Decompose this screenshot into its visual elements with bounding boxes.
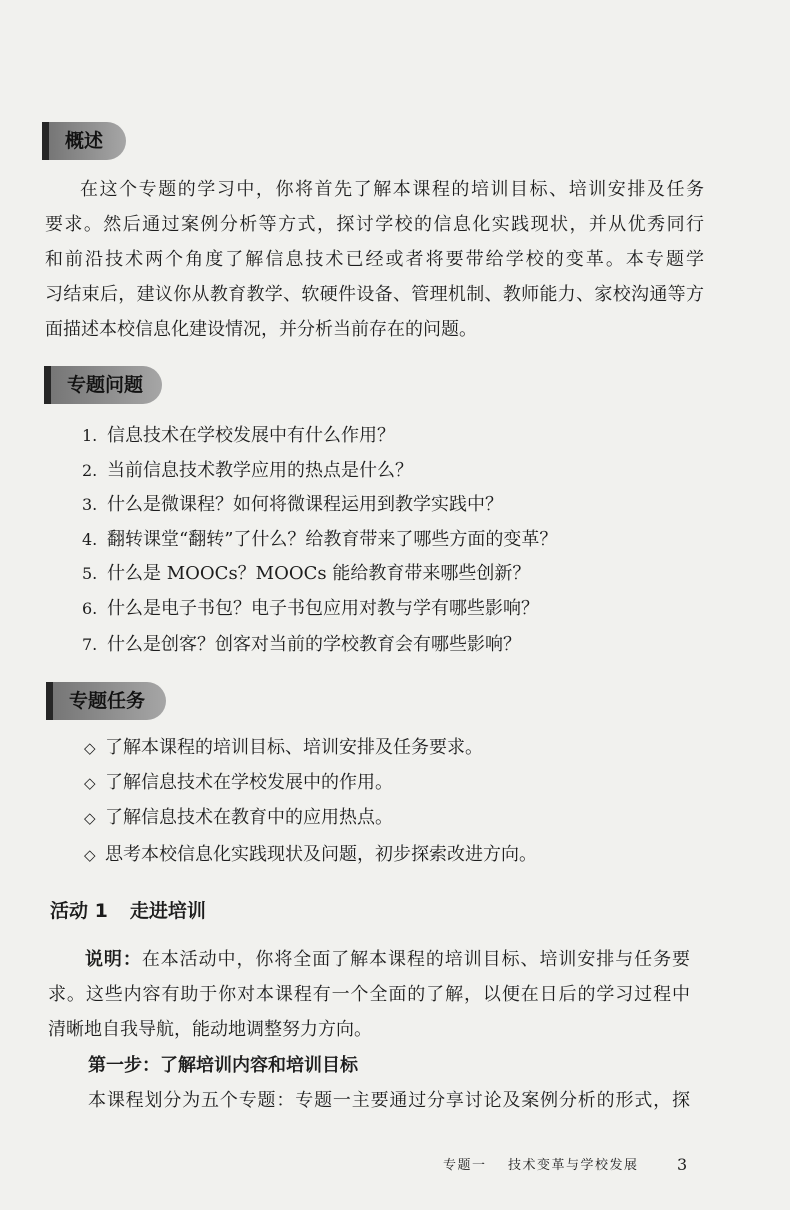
page-number: 3	[677, 1155, 688, 1174]
task-item	[84, 806, 393, 830]
question-text: 当前信息技术教学应用的热点是什么？	[107, 460, 413, 481]
activity-heading	[50, 899, 206, 923]
question-number: 2.	[82, 461, 98, 480]
question-item	[82, 424, 395, 448]
question-item	[82, 562, 530, 586]
overview-line: 面描述本校信息化建设情况，并分析当前存在的问题。	[45, 319, 477, 340]
question-text: 信息技术在学校发展中有什么作用？	[107, 425, 395, 446]
task-item	[84, 843, 537, 867]
activity-title: 走进培训	[129, 900, 206, 922]
question-number: 7.	[82, 635, 98, 654]
question-number: 4.	[82, 530, 98, 549]
section-heading-overview: 概述	[65, 130, 104, 152]
question-text: 什么是 MOOCs？MOOCs 能给教育带来哪些创新？	[107, 563, 531, 584]
task-text: 了解本课程的培训目标、培训安排及任务要求。	[105, 737, 483, 758]
question-text: 什么是微课程？如何将微课程运用到教学实践中？	[107, 494, 503, 515]
task-text: 了解信息技术在学校发展中的作用。	[105, 772, 393, 793]
question-text: 翻转课堂“翻转”了什么？给教育带来了哪些方面的变革？	[107, 529, 558, 550]
activity-label: 活动 1	[50, 900, 108, 922]
question-item	[82, 597, 539, 621]
overview-line: 和前沿技术两个角度了解信息技术已经或者将要带给学校的变革。本专题学	[45, 249, 704, 270]
overview-line: 要求。然后通过案例分析等方式，探讨学校的信息化实践现状，并从优秀同行	[45, 214, 704, 235]
question-text: 什么是创客？创客对当前的学校教育会有哪些影响？	[107, 634, 521, 655]
footer-title: 技术变革与学校发展	[508, 1158, 639, 1173]
question-number: 1.	[82, 426, 98, 445]
section-heading-tasks: 专题任务	[69, 690, 146, 712]
note-label: 说明：	[85, 949, 142, 970]
task-item	[84, 771, 393, 795]
task-text: 了解信息技术在教育中的应用热点。	[105, 807, 393, 828]
question-number: 3.	[82, 495, 98, 514]
diamond-bullet-icon: ◇	[84, 846, 96, 864]
section-tab-questions	[44, 366, 162, 404]
overview-line: 在这个专题的学习中，你将首先了解本课程的培训目标、培训安排及任务	[80, 179, 704, 200]
question-item	[82, 528, 557, 552]
question-item	[82, 493, 503, 517]
question-item	[82, 633, 521, 657]
question-number: 6.	[82, 599, 98, 618]
diamond-bullet-icon: ◇	[84, 809, 96, 827]
question-text: 什么是电子书包？电子书包应用对教与学有哪些影响？	[107, 598, 539, 619]
section-tab-overview	[42, 122, 126, 160]
section-heading-questions: 专题问题	[67, 374, 144, 396]
footer-chapter: 专题一	[443, 1158, 487, 1173]
section-tab-tasks	[46, 682, 166, 720]
task-text: 思考本校信息化实践现状及问题，初步探索改进方向。	[105, 844, 537, 865]
diamond-bullet-icon: ◇	[84, 774, 96, 792]
note-line	[85, 948, 690, 972]
overview-line: 习结束后，建议你从教育教学、软硬件设备、管理机制、教师能力、家校沟通等方	[45, 284, 704, 305]
task-item	[84, 736, 483, 760]
step-heading: 第一步：了解培训内容和培训目标	[88, 1055, 358, 1076]
note-text: 在本活动中，你将全面了解本课程的培训目标、培训安排与任务要	[141, 949, 691, 970]
note-line: 清晰地自我导航，能动地调整努力方向。	[48, 1019, 372, 1040]
step-body-line: 本课程划分为五个专题：专题一主要通过分享讨论及案例分析的形式，探	[88, 1090, 690, 1111]
note-line: 求。这些内容有助于你对本课程有一个全面的了解，以便在日后的学习过程中	[48, 984, 690, 1005]
question-number: 5.	[82, 564, 98, 583]
question-item	[82, 459, 413, 483]
diamond-bullet-icon: ◇	[84, 739, 96, 757]
